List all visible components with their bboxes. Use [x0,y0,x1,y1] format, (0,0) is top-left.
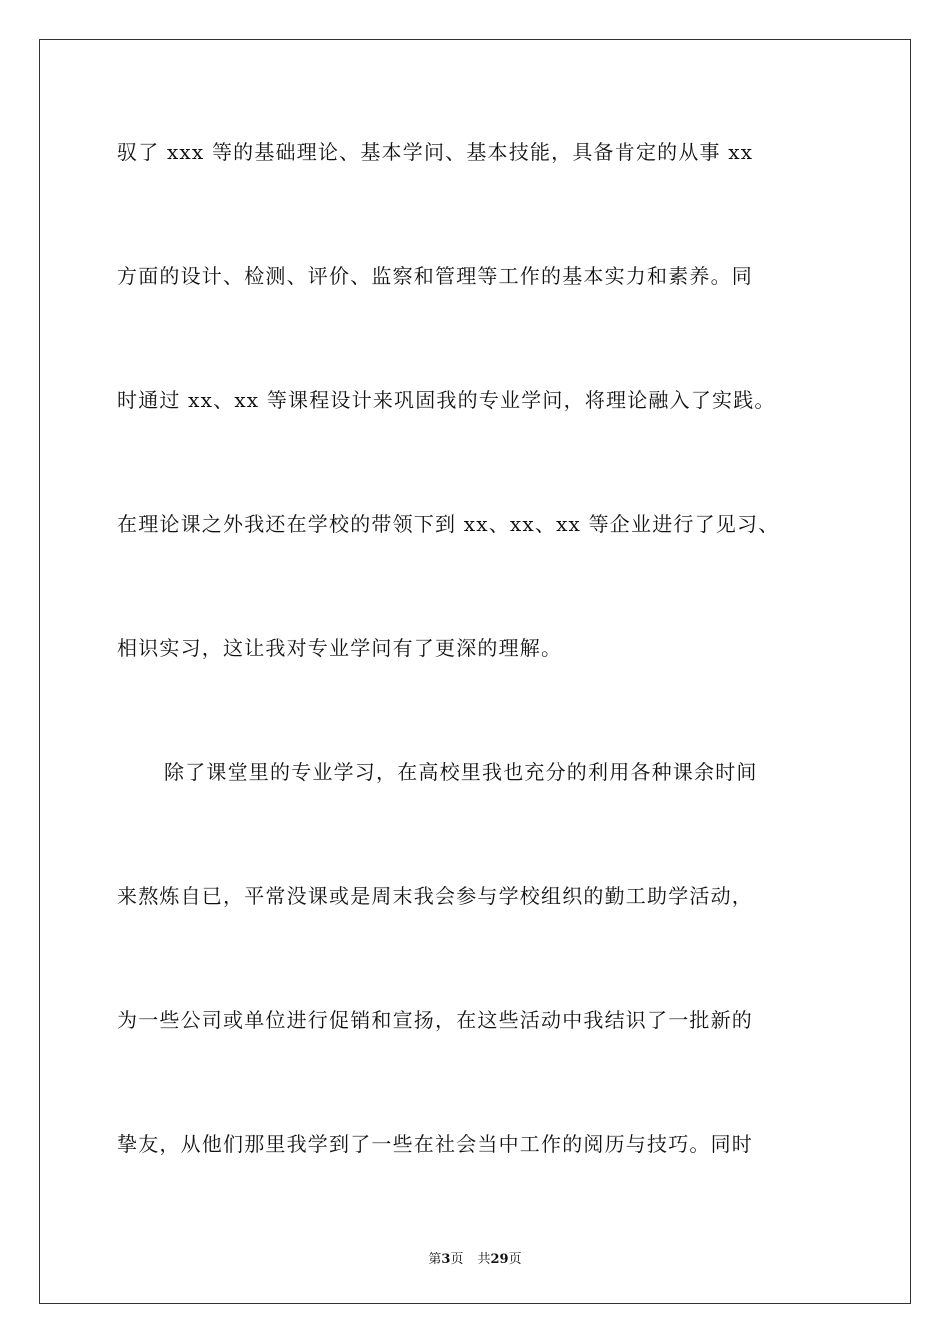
text-line-8: 为一些公司或单位进行促销和宣扬，在这些活动中我结识了一批新的 [117,1008,753,1032]
text-line-4: 在理论课之外我还在学校的带领下到 xx、xx、xx 等企业进行了见习、 [117,512,780,536]
text-line-1: 驭了 xxx 等的基础理论、基本学问、基本技能，具备肯定的从事 xx [117,140,754,164]
text-line-2: 方面的设计、检测、评价、监察和管理等工作的基本实力和素养。同 [117,264,753,288]
text-line-5: 相识实习，这让我对专业学问有了更深的理解。 [117,636,563,660]
page-footer [0,1248,950,1267]
page-border [39,39,911,1304]
footer-current-page: 3 [441,1252,451,1267]
footer-total-unit: 页 [508,1252,522,1267]
footer-total-pages: 29 [490,1252,509,1267]
text-line-7: 来熬炼自已，平常没课或是周末我会参与学校组织的勤工助学活动， [117,884,753,908]
footer-total-prefix: 共 [477,1252,491,1267]
footer-prefix: 第 [428,1252,442,1267]
text-line-9: 挚友，从他们那里我学到了一些在社会当中工作的阅历与技巧。同时 [117,1132,753,1156]
footer-page-unit: 页 [450,1252,464,1267]
text-line-6-paragraph-start: 除了课堂里的专业学习，在高校里我也充分的利用各种课余时间 [164,760,758,784]
text-line-3: 时通过 xx、xx 等课程设计来巩固我的专业学问，将理论融入了实践。 [117,388,776,412]
